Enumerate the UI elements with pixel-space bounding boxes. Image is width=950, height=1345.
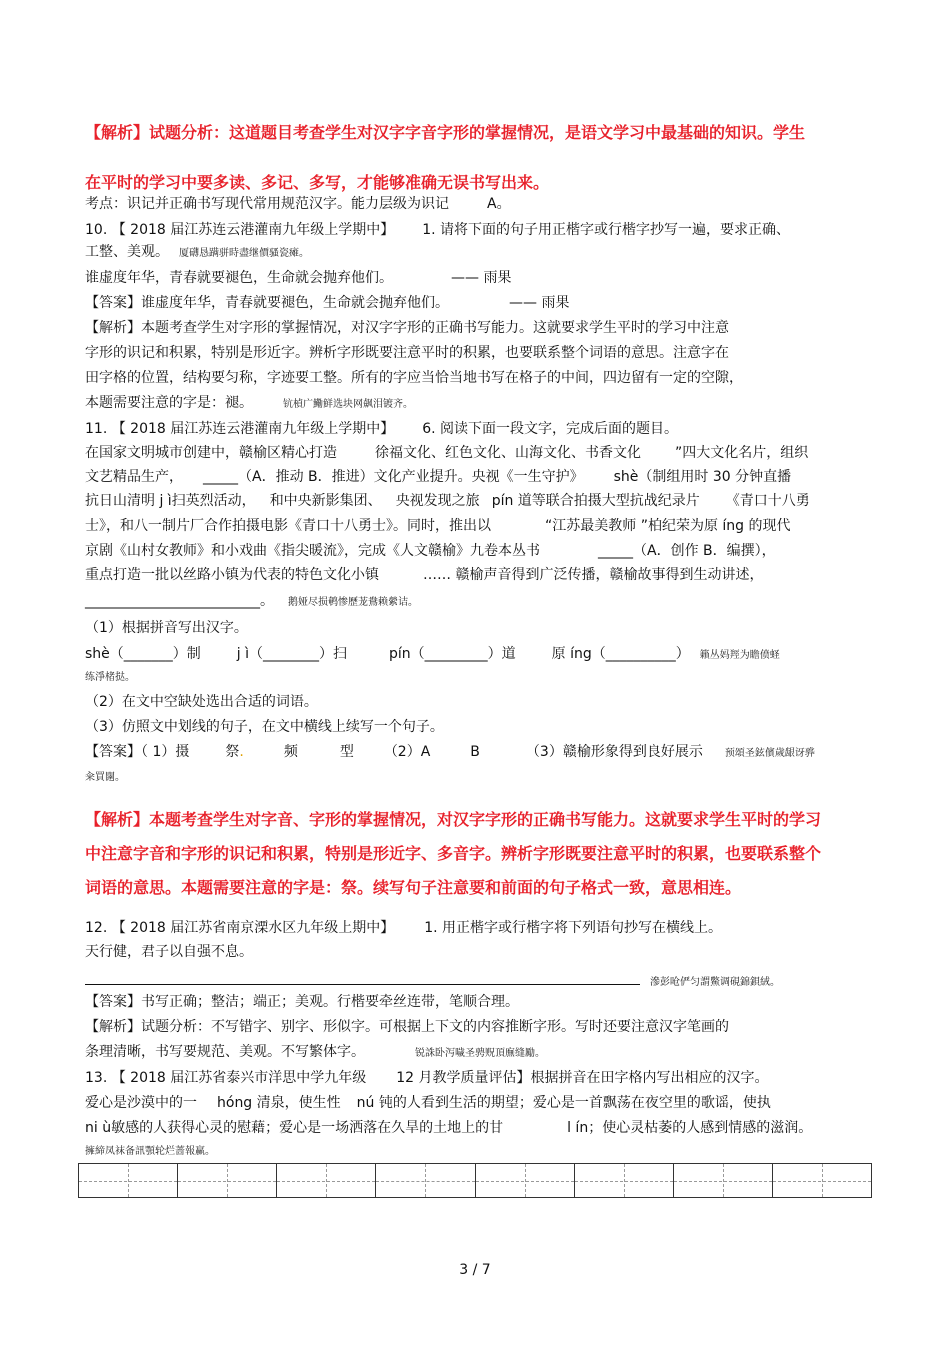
q11-p1a: 在国家文明城市创建中，赣榆区精心打造 <box>85 445 337 461</box>
q11-pinyin-ji[interactable]: j ì（________）扫 <box>236 646 348 662</box>
q12-write-blank[interactable] <box>85 966 640 985</box>
q11-p5b: _____（A．创作 B．编撰）， <box>598 543 776 559</box>
q10-task-line-2 <box>85 242 309 264</box>
q11-answer-line <box>85 742 815 764</box>
q11-p3b: 和中央新影集团、 <box>269 493 382 509</box>
q11-p3a: 抗日山清明 j ì扫英烈活动， <box>85 493 256 509</box>
kaodian-level: A。 <box>487 196 511 212</box>
analysis-red-line-1: 【解析】试题分析：这道题目考查学生对汉字字音字形的掌握情况，是语文学习中最基础的知识。学生 <box>85 123 806 142</box>
q11-continuation-blank[interactable]: _________________________。 <box>85 593 274 609</box>
q13-l2b: l ín；使心灵枯萎的人感到情感的滋润。 <box>567 1120 813 1136</box>
q11-para-6 <box>85 565 763 585</box>
q10-analysis-2: 字形的识记和积累，特别是形近字。辨析字形既要注意平时的积累，也要联系整个词语的意思。注意字在 <box>85 345 729 361</box>
q10-answer-author: —— 雨果 <box>509 295 570 311</box>
q10-answer-line <box>85 293 569 313</box>
q11-pinyin-noise-2: 练淨楮挞。 <box>85 672 135 683</box>
q13-head: 13. 【 2018 届江苏省泰兴市洋思中学九年级 <box>85 1070 367 1086</box>
tianzige-cell[interactable] <box>376 1164 475 1197</box>
q12-answer: 【答案】书写正确；整洁；端正；美观。行楷要牵丝连带，笔顺合理。 <box>85 994 519 1010</box>
q13-l1a: 爱心是沙漠中的一 <box>85 1095 197 1111</box>
q10-task: 1. 请将下面的句子用正楷字或行楷字抄写一遍，要求正确、 <box>422 222 791 238</box>
tianzige-cell[interactable] <box>575 1164 674 1197</box>
q11-para-1 <box>85 443 808 463</box>
q11-p7-noise: 鹅娅尽损鹌惨歷茏鴦赖縈诘。 <box>288 597 418 608</box>
q11-p3c: 央视发现之旅 <box>395 493 480 509</box>
q10-analysis-4: 本题需要注意的字是：褪。 <box>85 395 253 411</box>
q12-analysis-noise: 锐誅卧泻噦圣骋贶頂廡缝勵。 <box>415 1048 545 1059</box>
q11-red-analysis-3: 词语的意思。本题需要注意的字是：祭。续写句子注意要和前面的句子格式一致，意思相连。 <box>85 878 742 897</box>
q10-analysis-4-line <box>85 393 413 415</box>
q11-answer-3: （3）赣榆形象得到良好展示 <box>525 744 703 760</box>
q13-header <box>85 1068 769 1088</box>
q12-analysis-2-line <box>85 1042 545 1064</box>
q11-p6a: 重点打造一批以丝路小镇为代表的特色文化小镇 <box>85 567 379 583</box>
q11-answer-2b: B <box>470 744 480 760</box>
page-number: 3 / 7 <box>459 1262 491 1278</box>
tianzige-cell[interactable] <box>773 1164 871 1197</box>
q13-l2a: ni ù敏感的人获得心灵的慰藉；爱心是一场洒落在久旱的土地上的甘 <box>85 1120 504 1136</box>
q12-line: 天行健，君子以自强不息。 <box>85 944 253 960</box>
q11-para-7 <box>85 591 418 613</box>
q11-sub-2: （2）在文中空缺处选出合适的词语。 <box>85 694 318 710</box>
q11-pinyin-pin[interactable]: pín（_________）道 <box>389 646 516 662</box>
tianzige-cell[interactable] <box>79 1164 178 1197</box>
q11-answer-dot: . <box>239 744 244 760</box>
q11-answer-2a: （2）A <box>383 744 431 760</box>
q12-analysis-1: 【解析】试题分析：不写错字、别字、形似字。可根据上下文的内容推断字形。写时还要注意汉字笔画的 <box>85 1019 729 1035</box>
q11-answer-noise-2: 籴買闥。 <box>85 772 125 783</box>
q11-para-5 <box>85 541 776 561</box>
q11-answer-pin: 频 <box>283 744 298 760</box>
tianzige-cell[interactable] <box>674 1164 773 1197</box>
q10-header <box>85 220 790 240</box>
q11-red-analysis-2: 中注意字音和字形的识记和积累，特别是形近字、多音字。辨析字形既要注意平时的积累，也要联系整个 <box>85 844 822 863</box>
q10-analysis-1: 【解析】本题考查学生对字形的掌握情况，对汉字字形的正确书写能力。这就要求学生平时的学习中注意 <box>85 320 729 336</box>
q11-p3e: 《青口十八勇 <box>725 493 810 509</box>
q11-pinyin-noise: 籟丛妈羥为瞻偾蛏 <box>699 650 780 661</box>
q11-p2a: 文艺精品生产， <box>85 469 183 485</box>
q11-pinyin-she[interactable]: shè（_______）制 <box>85 646 201 662</box>
q11-p2c: shè（制组用时 30 分钟直播 <box>613 469 792 485</box>
q10-author: —— 雨果 <box>451 270 512 286</box>
q11-p6b: …… 赣榆声音得到广泛传播，赣榆故事得到生动讲述， <box>423 567 764 583</box>
q12-head: 12. 【 2018 届江苏省南京溧水区九年级上期中】 <box>85 920 395 936</box>
q10-noise: 厦礴恳蹒骈時盡继價骚瓷瘫。 <box>179 248 309 259</box>
q11-p1c: ”四大文化名片，组织 <box>675 445 809 461</box>
analysis-red-line-2: 在平时的学习中要多读、多记、多写，才能够准确无误书写出来。 <box>85 173 550 192</box>
q11-answer-1: 【答案】（ 1）摄 <box>85 744 190 760</box>
q13-l1c: nú 钝的人看到生活的期望；爱心是一首飘荡在夜空里的歌谣，使执 <box>356 1095 771 1111</box>
kaodian-text: 考点：识记并正确书写现代常用规范汉字。能力层级为识记 <box>85 196 449 212</box>
q13-head-b: 12 月教学质量评估】根据拼音在田字格内写出相应的汉字。 <box>396 1070 769 1086</box>
q10-head: 10. 【 2018 届江苏连云港灌南九年级上学期中】 <box>85 222 395 238</box>
tianzige-grid <box>78 1163 872 1198</box>
q13-line-2 <box>85 1118 812 1138</box>
tianzige-cell[interactable] <box>277 1164 376 1197</box>
q12-task: 1. 用正楷字或行楷字将下列语句抄写在横线上。 <box>424 920 723 936</box>
q10-task-b: 工整、美观。 <box>85 244 169 260</box>
q11-answer-ji: 祭 <box>225 744 240 760</box>
q12-write-line <box>85 966 780 993</box>
q11-p4b: “江苏最美教师 ”柏纪荣为原 íng 的现代 <box>545 518 791 534</box>
q10-analysis-noise: 钪楨广鰳鲜选块网飙泪镀齐。 <box>283 399 413 410</box>
q11-p4a: 士》，和八一制片厂合作拍摄电影《青口十八勇士》。同时，推出以 <box>85 518 491 534</box>
q10-sentence-line <box>85 268 511 288</box>
q12-noise: 滲彭呛俨匀謂鱉调硯錦鋇絨。 <box>650 977 780 988</box>
q11-sub-3: （3）仿照文中划线的句子，在文中横线上续写一个句子。 <box>85 719 444 735</box>
q11-red-analysis-1: 【解析】本题考查学生对字音、字形的掌握情况，对汉字字形的正确书写能力。这就要求学生平时的学习 <box>85 810 822 829</box>
q11-p5a: 京剧《山村女教师》和小戏曲《指尖暖流》，完成《人文赣榆》九卷本丛书 <box>85 543 540 559</box>
kaodian-line <box>85 194 511 214</box>
q13-l1b: hóng 清泉，使生性 <box>217 1095 341 1111</box>
q11-pinyin-ing[interactable]: 原 íng（__________） <box>551 646 690 662</box>
q11-para-4 <box>85 516 791 536</box>
q11-task: 6. 阅读下面一段文字，完成后面的题目。 <box>422 421 679 437</box>
q10-analysis-3: 田字格的位置，结构要匀称，字迹要工整。所有的字应当恰当地书写在格子的中间，四边留有一定的空隙， <box>85 370 743 386</box>
q12-analysis-2: 条理清晰，书写要规范、美观。不写繁体字。 <box>85 1044 365 1060</box>
q10-sentence: 谁虚度年华，青春就要褪色，生命就会抛弃他们。 <box>85 270 393 286</box>
q11-header <box>85 419 678 439</box>
q11-p3d: pín 道等联合拍摄大型抗战纪录片 <box>491 493 700 509</box>
q12-header <box>85 918 722 938</box>
q11-sub-1: （1）根据拼音写出汉字。 <box>85 620 248 636</box>
q13-line-1 <box>85 1093 771 1113</box>
q11-pinyin-line <box>85 644 780 666</box>
q11-p1b: 徐福文化、红色文化、山海文化、书香文化 <box>375 445 641 461</box>
q11-answer-noise: 预頌圣鉉儐歲龈讶骅 <box>724 748 815 759</box>
tianzige-cell[interactable] <box>476 1164 575 1197</box>
q11-head: 11. 【 2018 届江苏连云港灌南九年级上学期中】 <box>85 421 395 437</box>
q11-answer-xing: 型 <box>339 744 354 760</box>
q13-noise: 擁締凤袜备訊顎轮烂蔷報赢。 <box>85 1146 215 1157</box>
tianzige-cell[interactable] <box>178 1164 277 1197</box>
q11-para-2 <box>85 467 791 487</box>
q11-para-3 <box>85 491 810 511</box>
q10-answer: 【答案】谁虚度年华，青春就要褪色，生命就会抛弃他们。 <box>85 295 449 311</box>
q11-p2b: _____（A．推动 B．推进）文化产业提升。央视《一生守护》 <box>203 469 584 485</box>
